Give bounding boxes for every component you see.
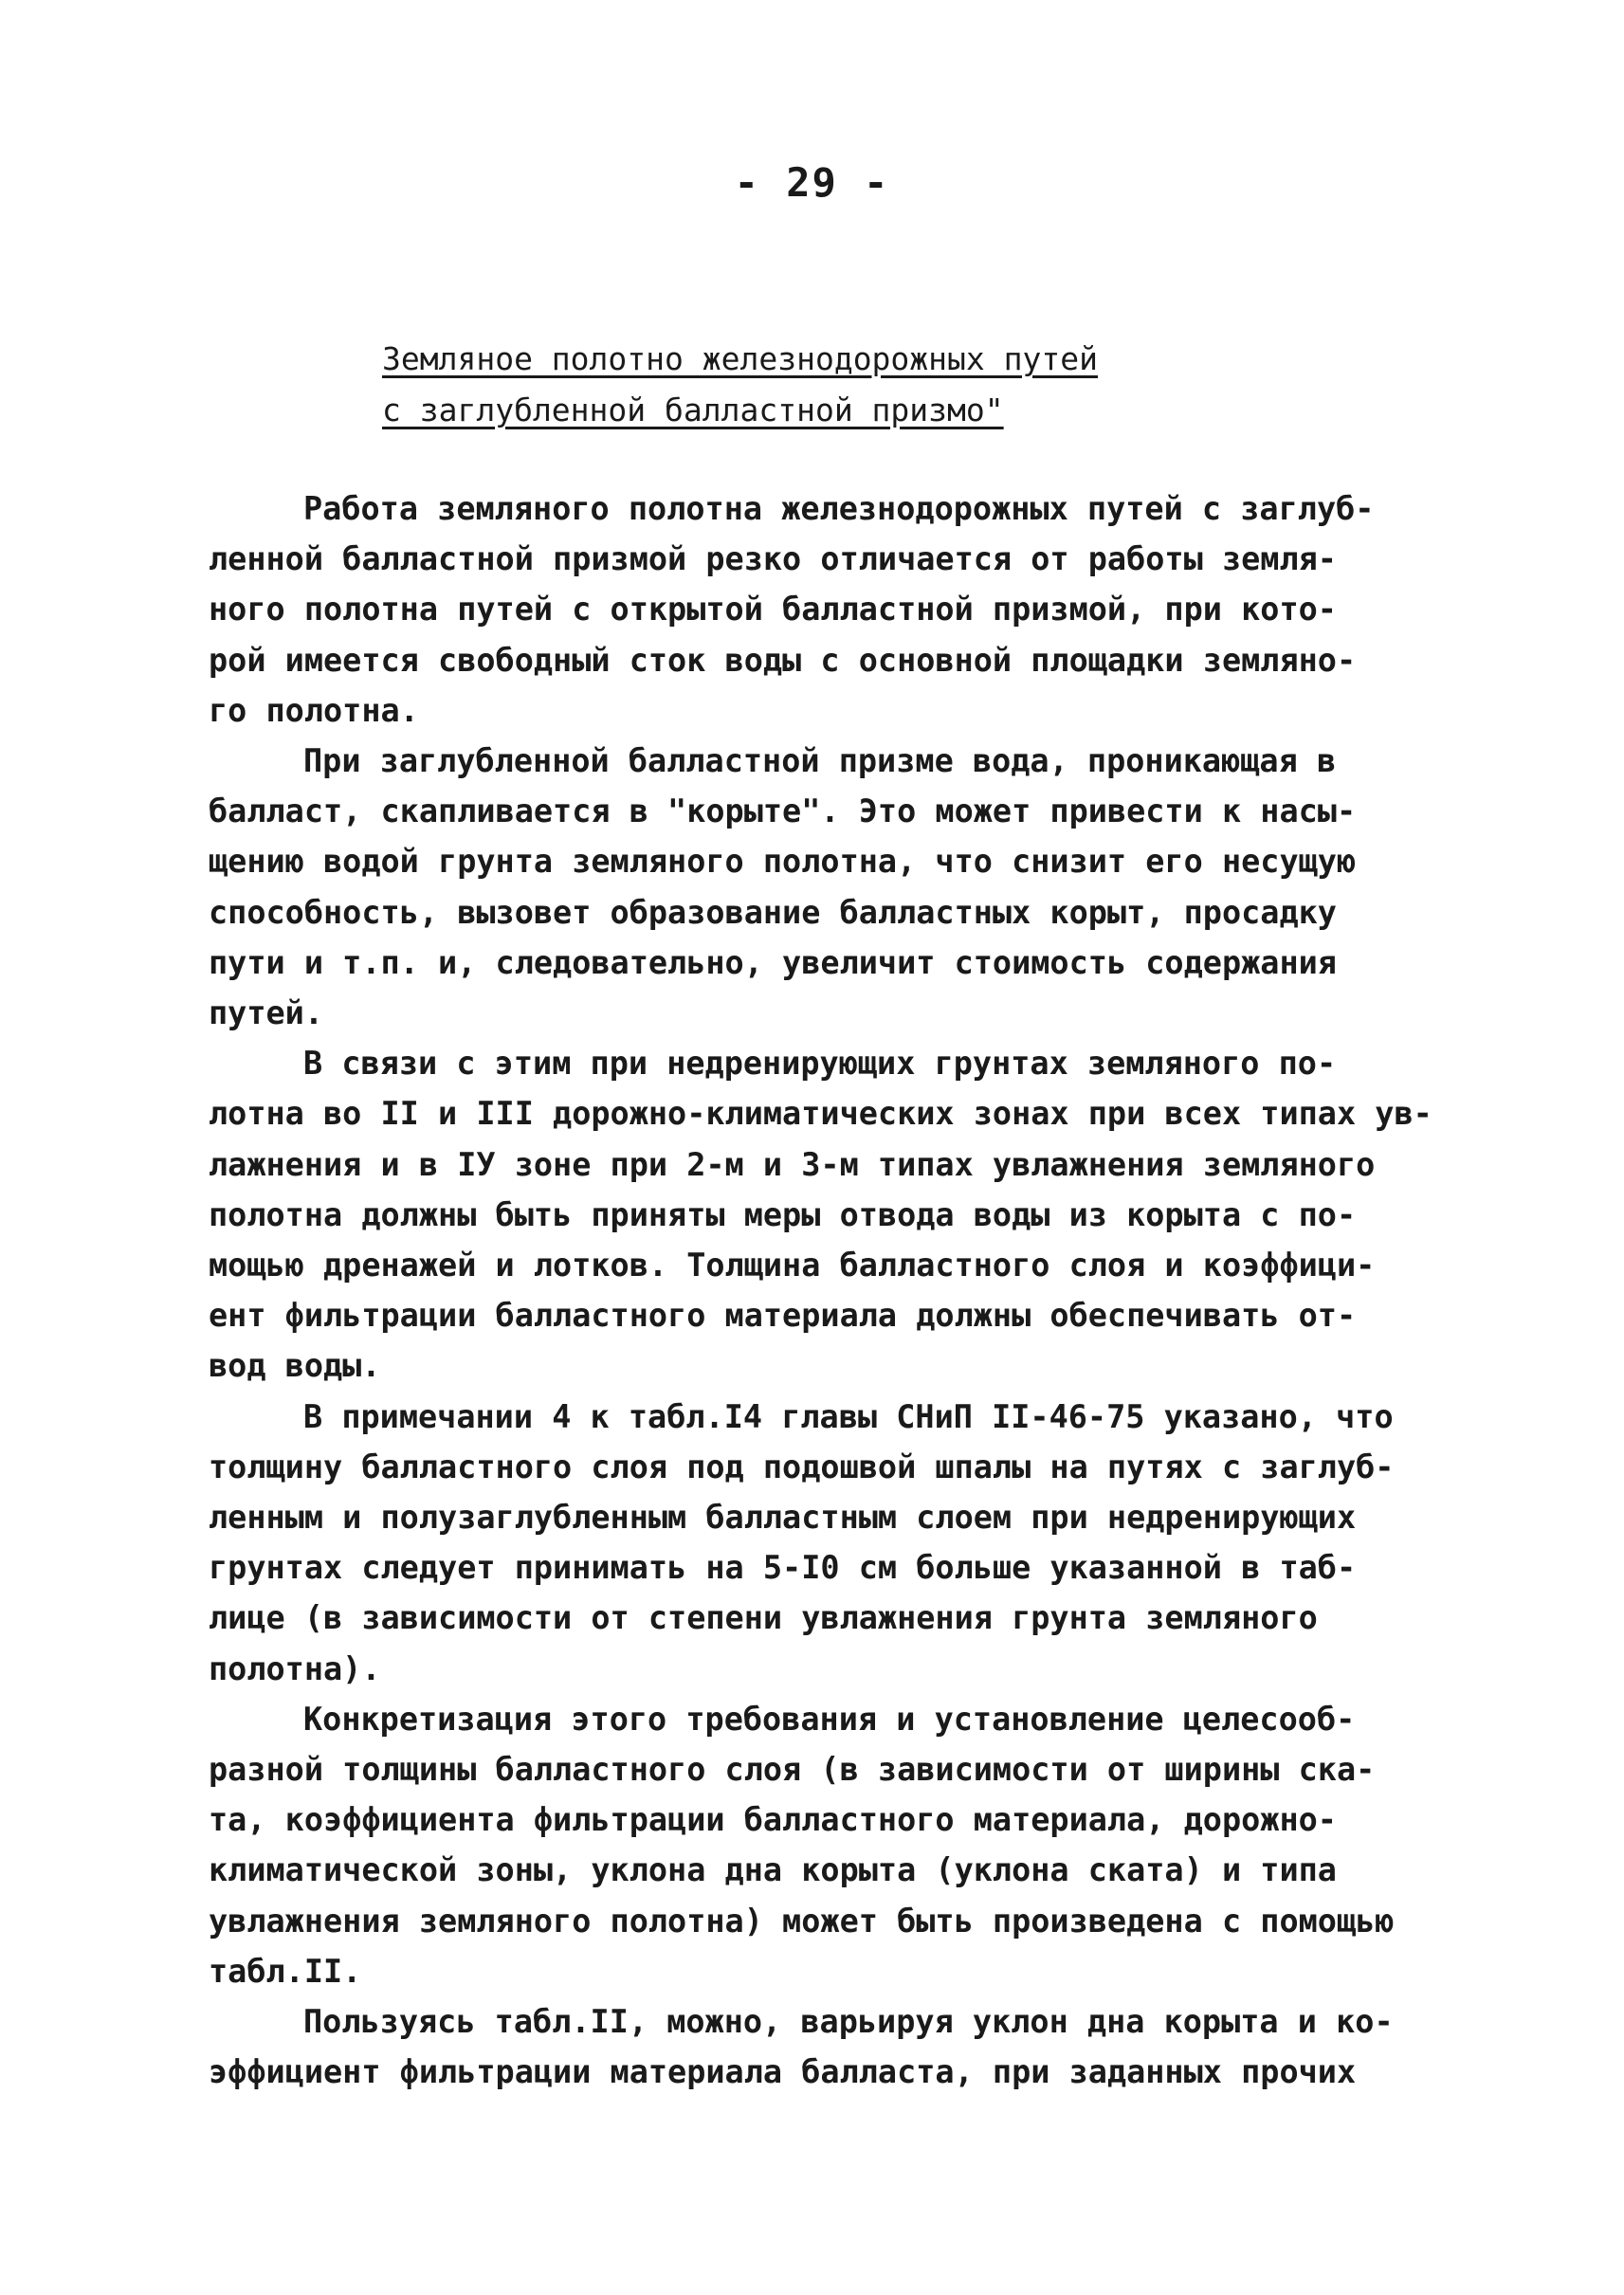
text-line: путей.	[209, 994, 324, 1032]
text-line: та, коэффициента фильтрации балластного материала, дорожно-	[209, 1801, 1337, 1839]
text-line: полотна).	[209, 1649, 381, 1687]
body-text	[209, 483, 1479, 2098]
text-line: Пользуясь табл.II, можно, варьируя уклон дна корыта и ко-	[303, 2003, 1394, 2041]
text-line: Работа земляного полотна железнодорожных путей с заглуб-	[303, 490, 1375, 527]
text-line: В связи с этим при недренирующих грунтах земляного по-	[303, 1045, 1337, 1083]
text-line: го полотна.	[209, 691, 419, 729]
text-line: эффициент фильтрации материала балласта, при заданных прочих	[209, 2053, 1357, 2091]
paragraph-1	[209, 483, 1479, 736]
paragraph-6	[209, 1996, 1479, 2097]
text-line: лотна во II и III дорожно-климатических зонах при всех типах ув-	[209, 1095, 1432, 1133]
text-line: лице (в зависимости от степени увлажнения грунта земляного	[209, 1599, 1318, 1637]
paragraph-3	[209, 1038, 1479, 1391]
paragraph-4	[209, 1392, 1479, 1694]
text-line: ент фильтрации балластного материала должны обеспечивать от-	[209, 1297, 1357, 1335]
text-line: пути и т.п. и, следовательно, увеличит стоимость содержания	[209, 943, 1337, 981]
text-line: табл.II.	[209, 1952, 362, 1990]
text-line: увлажнения земляного полотна) может быть произведена с помощью	[209, 1902, 1395, 1940]
text-line: ленным и полузаглубленным балластным слоем при недренирующих	[209, 1499, 1357, 1537]
text-line: грунтах следует принимать на 5-I0 см больше указанной в таб-	[209, 1549, 1357, 1587]
text-line: разной толщины балластного слоя (в зависимости от ширины ска-	[209, 1751, 1376, 1789]
page-number: - 29 -	[734, 159, 890, 206]
text-line: лажнения и в IУ зоне при 2-м и 3-м типах увлажнения земляного	[209, 1145, 1376, 1183]
section-title-line-1: Земляное полотно железнодорожных путей	[382, 340, 1098, 377]
paragraph-5	[209, 1694, 1479, 1996]
text-line: Конкретизация этого требования и установление целесооб-	[303, 1700, 1356, 1738]
paragraph-2	[209, 736, 1479, 1038]
section-title-line-2: с заглубленной балластной призмо"	[382, 392, 1004, 428]
text-line: толщину балластного слоя под подошвой шпалы на путях с заглуб-	[209, 1448, 1395, 1485]
section-title	[382, 334, 1330, 436]
text-line: В примечании 4 к табл.I4 главы СНиП II-46-75 указано, что	[303, 1397, 1394, 1435]
text-line: балласт, скапливается в "корыте". Это может привести к насы-	[209, 792, 1357, 830]
text-line: щению водой грунта земляного полотна, что снизит его несущую	[209, 843, 1357, 881]
text-line: рой имеется свободный сток воды с основной площадки земляно-	[209, 641, 1357, 679]
text-line: способность, вызовет образование балластных корыт, просадку	[209, 893, 1337, 931]
text-line: вод воды.	[209, 1347, 381, 1385]
text-line: ленной балластной призмой резко отличается от работы земля-	[209, 540, 1337, 578]
text-line: климатической зоны, уклона дна корыта (уклона ската) и типа	[209, 1851, 1337, 1889]
text-line: ного полотна путей с открытой балластной призмой, при кото-	[209, 591, 1337, 628]
text-line: полотна должны быть приняты меры отвода воды из корыта с по-	[209, 1195, 1357, 1233]
text-line: При заглубленной балластной призме вода, проникающая в	[303, 742, 1337, 780]
text-line: мощью дренажей и лотков. Толщина балластного слоя и коэффици-	[209, 1247, 1376, 1284]
